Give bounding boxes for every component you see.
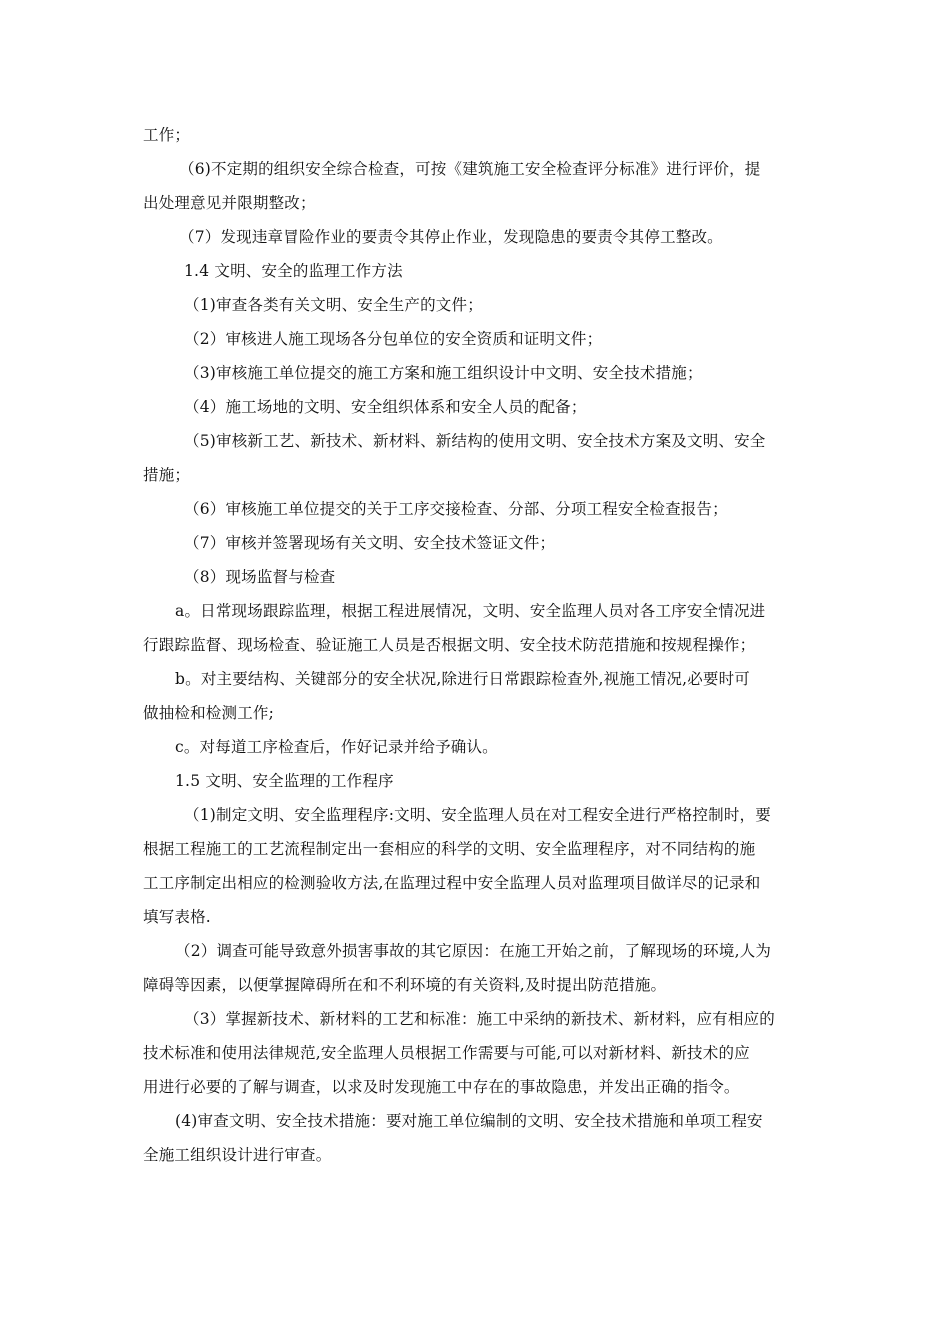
text-line: 工作； bbox=[143, 126, 191, 144]
text-line: (4)审查文明、安全技术措施：要对施工单位编制的文明、安全技术措施和单项工程安 bbox=[175, 1112, 763, 1130]
text-line: （7）审核并签署现场有关文明、安全技术签证文件； bbox=[184, 534, 556, 552]
text-line: a。日常现场跟踪监理，根据工程进展情况，文明、安全监理人员对各工序安全情况进 bbox=[175, 602, 766, 620]
text-line: （2）调查可能导致意外损害事故的其它原因：在施工开始之前，了解现场的环境,人为 bbox=[175, 942, 772, 960]
text-line: 填写表格. bbox=[143, 908, 211, 926]
text-line: （3)审核施工单位提交的施工方案和施工组织设计中文明、安全技术措施； bbox=[184, 364, 703, 382]
text-line: 做抽检和检测工作; bbox=[143, 704, 275, 722]
text-line: （5)审核新工艺、新技术、新材料、新结构的使用文明、安全技术方案及文明、安全 bbox=[184, 432, 766, 450]
section-heading: 1.5 文明、安全监理的工作程序 bbox=[175, 772, 394, 790]
text-line: b。对主要结构、关键部分的安全状况,除进行日常跟踪检查外,视施工情况,必要时可 bbox=[175, 670, 751, 688]
text-line: 措施； bbox=[143, 466, 191, 484]
text-line: （2）审核进人施工现场各分包单位的安全资质和证明文件； bbox=[184, 330, 603, 348]
section-heading: 1.4 文明、安全的监理工作方法 bbox=[184, 262, 403, 280]
text-line: 工工序制定出相应的检测验收方法,在监理过程中安全监理人员对监理项目做详尽的记录和 bbox=[143, 874, 761, 892]
text-line: 根据工程施工的工艺流程制定出一套相应的科学的文明、安全监理程序，对不同结构的施 bbox=[143, 840, 756, 858]
text-line: （4）施工场地的文明、安全组织体系和安全人员的配备； bbox=[184, 398, 587, 416]
text-line: 行跟踪监督、现场检查、验证施工人员是否根据文明、安全技术防范措施和按规程操作； bbox=[143, 636, 756, 654]
text-line: 用进行必要的了解与调查，以求及时发现施工中存在的事故隐患，并发出正确的指令。 bbox=[143, 1078, 740, 1096]
text-line: c。对每道工序检查后，作好记录并给予确认。 bbox=[175, 738, 498, 756]
text-line: 技术标准和使用法律规范,安全监理人员根据工作需要与可能,可以对新材料、新技术的应 bbox=[143, 1044, 750, 1062]
text-line: （7）发现违章冒险作业的要责令其停止作业，发现隐患的要责令其停工整改。 bbox=[179, 228, 723, 246]
text-line: （8）现场监督与检查 bbox=[184, 568, 336, 586]
text-line: 全施工组织设计进行审查。 bbox=[143, 1146, 332, 1164]
text-line: （1)审查各类有关文明、安全生产的文件； bbox=[184, 296, 483, 314]
text-line: （3）掌握新技术、新材料的工艺和标准：施工中采纳的新技术、新材料，应有相应的 bbox=[184, 1010, 775, 1028]
text-line: （6）审核施工单位提交的关于工序交接检查、分部、分项工程安全检查报告； bbox=[184, 500, 728, 518]
text-line: 障碍等因素，以便掌握障碍所在和不利环境的有关资料,及时提出防范措施。 bbox=[143, 976, 667, 994]
text-line: （1)制定文明、安全监理程序:文明、安全监理人员在对工程安全进行严格控制时，要 bbox=[184, 806, 771, 824]
text-line: （6)不定期的组织安全综合检查，可按《建筑施工安全检查评分标准》进行评价，提 bbox=[179, 160, 761, 178]
document-page bbox=[143, 118, 807, 1172]
text-line: 出处理意见并限期整改； bbox=[143, 194, 316, 212]
